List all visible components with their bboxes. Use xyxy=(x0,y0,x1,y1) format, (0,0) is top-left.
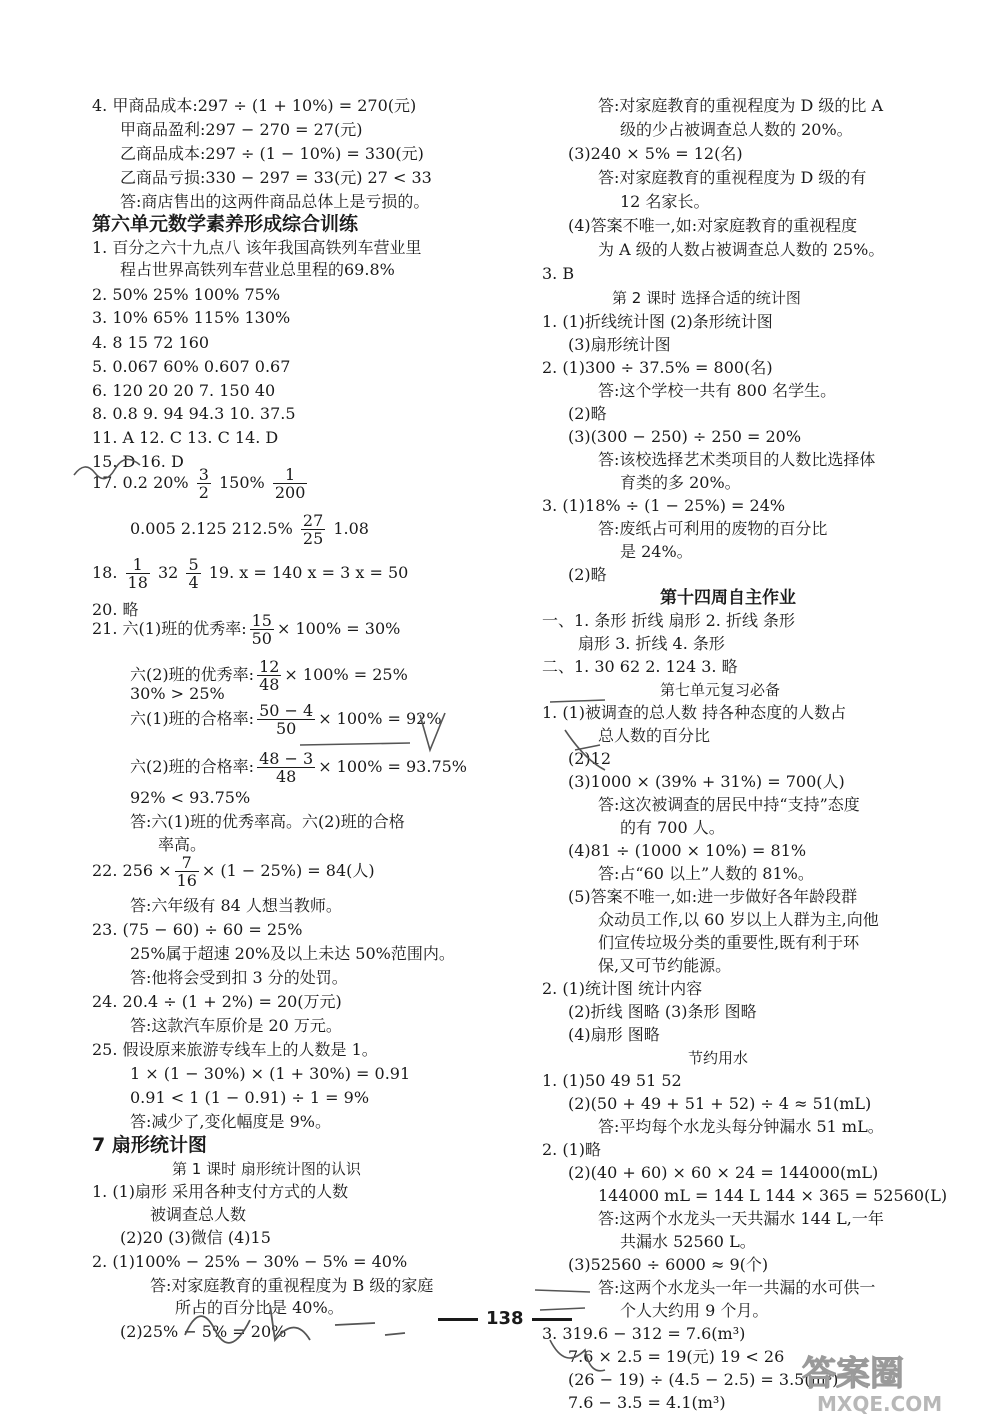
answer-line: 答:该校选择艺术类项目的人数比选择体 xyxy=(598,450,876,469)
answer-line: (3)52560 ÷ 6000 ≈ 9(个) xyxy=(568,1255,769,1274)
answer-line: 总人数的百分比 xyxy=(598,726,711,745)
answer-line: (26 − 19) ÷ (4.5 − 2.5) = 3.5(m³) xyxy=(568,1370,839,1389)
answer-line-21c xyxy=(130,700,442,738)
numerator: 48 − 3 xyxy=(259,749,314,768)
answer-line: 92% < 93.75% xyxy=(130,788,251,807)
answer-line: 6. 120 20 20 7. 150 40 xyxy=(92,381,276,400)
answer-line: 众动员工作,以 60 岁以上人群为主,向他 xyxy=(598,910,879,929)
answer-line: 3. (1)18% ÷ (1 − 25%) = 24% xyxy=(542,496,786,515)
answer-line-21d xyxy=(130,748,467,786)
answer-line: (3)1000 × (39% + 31%) = 700(人) xyxy=(568,772,845,791)
answer-line: 4. 8 15 72 160 xyxy=(92,333,210,352)
answer-line: (3)扇形统计图 xyxy=(568,335,671,354)
answer-line: 答:商店售出的这两件商品总体上是亏损的。 xyxy=(120,192,430,211)
fraction xyxy=(186,556,200,591)
numerator: 1 xyxy=(126,556,150,574)
section-heading: 第六单元数学素养形成综合训练 xyxy=(92,213,359,235)
answer-line: 25. 假设原来旅游专线车上的人数是 1。 xyxy=(92,1040,378,1059)
denominator: 200 xyxy=(274,483,306,502)
answer-line: (2)略 xyxy=(568,565,607,584)
fraction xyxy=(257,702,315,737)
fraction xyxy=(301,512,325,547)
answer-line: 11. A 12. C 13. C 14. D xyxy=(92,428,279,447)
answer-line: 3. 10% 65% 115% 130% xyxy=(92,308,291,327)
watermark-icon xyxy=(782,1347,982,1417)
answer-line: (2)略 xyxy=(568,404,607,423)
answer-line: 1. 百分之六十九点八 该年我国高铁列车营业里 xyxy=(92,238,422,257)
numerator: 3 xyxy=(198,465,209,484)
answer-line-17b xyxy=(130,512,369,547)
denominator: 16 xyxy=(176,871,197,890)
answer-line: 2. 50% 25% 100% 75% xyxy=(92,285,281,304)
answer-line: 甲商品盈利:297 − 270 = 27(元) xyxy=(120,120,363,139)
answer-line: 144000 mL = 144 L 144 × 365 = 52560(L) xyxy=(598,1186,948,1205)
answer-line: 1. (1)50 49 51 52 xyxy=(542,1071,682,1090)
answer-text: 六(1)班的合格率: xyxy=(130,709,255,728)
answer-line: 30% > 25% xyxy=(130,684,225,703)
answer-line: 们宣传垃圾分类的重要性,既有利于环 xyxy=(598,933,860,952)
answer-line: 2. (1)300 ÷ 37.5% = 800(名) xyxy=(542,358,773,377)
numerator: 27 xyxy=(302,511,324,530)
answer-line-17 xyxy=(92,466,310,501)
answer-line: 1. (1)折线统计图 (2)条形统计图 xyxy=(542,312,773,331)
numerator: 5 xyxy=(188,555,199,574)
week-heading: 第十四周自主作业 xyxy=(660,588,796,608)
answer-line: (3)(300 − 250) ÷ 250 = 20% xyxy=(568,427,802,446)
answer-line: (2)(40 + 60) × 60 × 24 = 144000(mL) xyxy=(568,1163,879,1182)
answer-line: 答:六年级有 84 人想当教师。 xyxy=(130,896,342,915)
answer-line: 乙商品成本:297 ÷ (1 − 10%) = 330(元) xyxy=(120,144,424,163)
fraction xyxy=(175,854,199,889)
answer-line-18 xyxy=(92,556,408,591)
answer-line: (5)答案不唯一,如:进一步做好各年龄段群 xyxy=(568,887,858,906)
lesson-subheading: 第七单元复习必备 xyxy=(660,681,781,699)
answer-line: 答:平均每个水龙头每分钟漏水 51 mL。 xyxy=(598,1117,884,1136)
answer-line: 0.91 < 1 (1 − 0.91) ÷ 1 = 9% xyxy=(130,1088,370,1107)
answer-line: 答:这款汽车原价是 20 万元。 xyxy=(130,1016,342,1035)
answer-line: 3. 319.6 − 312 = 7.6(m³) xyxy=(542,1324,746,1343)
answer-line: 答:这次被调查的居民中持“支持”态度 xyxy=(598,795,860,814)
answer-text: 32 xyxy=(158,563,179,582)
answer-line: 答:六(1)班的优秀率高。六(2)班的合格 xyxy=(130,812,405,831)
denominator: 48 xyxy=(275,767,297,786)
answer-line: 20. 略 xyxy=(92,600,139,619)
answer-line: 15. D 16. D xyxy=(92,452,184,471)
answer-text: 21. 六(1)班的优秀率: xyxy=(92,619,247,638)
answer-line: 答:对家庭教育的重视程度为 D 级的比 A xyxy=(598,96,884,115)
answer-line: 2. (1)统计图 统计内容 xyxy=(542,979,703,998)
answer-line: (4)答案不唯一,如:对家庭教育的重视程度 xyxy=(568,216,858,235)
answer-line: 7.6 × 2.5 = 19(元) 19 < 26 xyxy=(568,1347,785,1366)
watermark-line2: MXQE.COM xyxy=(817,1392,943,1416)
answer-line: 答:占“60 以上”人数的 81%。 xyxy=(598,864,814,883)
answer-text: × 100% = 93.75% xyxy=(318,757,468,776)
answer-line: 为 A 级的人数占被调查总人数的 25%。 xyxy=(598,240,885,259)
answer-line: 5. 0.067 60% 0.607 0.67 xyxy=(92,357,291,376)
page-number: 138 xyxy=(430,1308,580,1329)
answer-text: 18. xyxy=(92,563,118,582)
lesson-subheading: 第 2 课时 选择合适的统计图 xyxy=(612,289,801,307)
fraction xyxy=(257,658,281,693)
numerator: 12 xyxy=(259,657,280,676)
answer-line: 答:废纸占可利用的废物的百分比 xyxy=(598,519,828,538)
denominator: 50 xyxy=(275,719,297,738)
answer-line: (4)扇形 图略 xyxy=(568,1025,660,1044)
answer-line: 育类的多 20%。 xyxy=(620,473,741,492)
answer-line: 2. (1)略 xyxy=(542,1140,602,1159)
answer-line: 12 名家长。 xyxy=(620,192,710,211)
answer-line: 率高。 xyxy=(158,835,207,854)
answer-line: 答:对家庭教育的重视程度为 D 级的有 xyxy=(598,168,867,187)
fraction xyxy=(197,466,211,501)
answer-line: 1. (1)扇形 采用各种支付方式的人数 xyxy=(92,1182,349,1201)
chapter-heading: 7 扇形统计图 xyxy=(92,1134,207,1156)
answer-line: (2)20 (3)微信 (4)15 xyxy=(120,1228,271,1247)
answer-text: 1.08 xyxy=(333,519,369,538)
answer-line: 24. 20.4 ÷ (1 + 2%) = 20(万元) xyxy=(92,992,342,1011)
answer-line: 答:这两个水龙头一年一共漏的水可供一 xyxy=(598,1278,876,1297)
answer-line: (2)25% − 5% = 20% xyxy=(120,1322,287,1341)
left-column xyxy=(0,0,480,1427)
answer-line: (2)12 xyxy=(568,749,612,768)
answer-text: × 100% = 25% xyxy=(284,665,408,684)
answer-line: 25%属于超速 20%及以上未达 50%范围内。 xyxy=(130,944,455,963)
answer-text: × 100% = 92% xyxy=(318,709,442,728)
answer-text: 22. 256 × xyxy=(92,861,172,880)
numerator: 50 − 4 xyxy=(259,701,314,720)
answer-line: 二、1. 30 62 2. 124 3. 略 xyxy=(542,657,738,676)
answer-text: 六(2)班的合格率: xyxy=(130,757,255,776)
answer-line-21 xyxy=(92,610,400,648)
answer-text: 六(2)班的优秀率: xyxy=(130,665,255,684)
numerator: 15 xyxy=(251,611,272,630)
denominator: 50 xyxy=(251,629,272,648)
answer-line: (3)240 × 5% = 12(名) xyxy=(568,144,743,163)
right-column xyxy=(500,0,980,1427)
answer-text: 150% xyxy=(219,473,265,492)
denominator: 25 xyxy=(302,529,324,548)
answer-line: 所占的百分比是 40%。 xyxy=(175,1298,344,1317)
answer-line: 个人大约用 9 个月。 xyxy=(620,1301,769,1320)
answer-line: 8. 0.8 9. 94 94.3 10. 37.5 xyxy=(92,404,296,423)
answer-line: 程占世界高铁列车营业总里程的69.8% xyxy=(120,260,395,279)
denominator: 2 xyxy=(198,483,209,502)
answer-line: 1 × (1 − 30%) × (1 + 30%) = 0.91 xyxy=(130,1064,411,1083)
answer-line: 答:这个学校一共有 800 名学生。 xyxy=(598,381,837,400)
fraction xyxy=(273,466,308,501)
answer-line: (4)81 ÷ (1000 × 10%) = 81% xyxy=(568,841,807,860)
answer-line: 是 24%。 xyxy=(620,542,693,561)
answer-line: 被调查总人数 xyxy=(150,1205,247,1224)
answer-text: × (1 − 25%) = 84(人) xyxy=(201,861,375,880)
answer-line: 23. (75 − 60) ÷ 60 = 25% xyxy=(92,920,303,939)
denominator: 48 xyxy=(259,675,280,694)
watermark-line1: 答案圈 xyxy=(802,1354,904,1394)
lesson-subheading: 节约用水 xyxy=(688,1049,749,1067)
numerator: 1 xyxy=(273,466,308,484)
denominator: 4 xyxy=(188,573,199,592)
answer-line: 7.6 − 3.5 = 4.1(m³) xyxy=(568,1393,726,1412)
answer-line: 答:对家庭教育的重视程度为 B 级的家庭 xyxy=(150,1276,434,1295)
answer-line: 1. (1)被调查的总人数 持各种态度的人数占 xyxy=(542,703,847,722)
answer-line: 2. (1)100% − 25% − 30% − 5% = 40% xyxy=(92,1252,408,1271)
answer-line: (2)(50 + 49 + 51 + 52) ÷ 4 ≈ 51(mL) xyxy=(568,1094,872,1113)
answer-line: 乙商品亏损:330 − 297 = 33(元) 27 < 33 xyxy=(120,168,432,187)
answer-text: 19. x = 140 x = 3 x = 50 xyxy=(208,563,409,582)
answer-line: (2)折线 图略 (3)条形 图略 xyxy=(568,1002,757,1021)
lesson-subheading: 第 1 课时 扇形统计图的认识 xyxy=(172,1160,361,1178)
answer-line: 保,又可节约能源。 xyxy=(598,956,732,975)
answer-line: 的有 700 人。 xyxy=(620,818,725,837)
answer-line: 3. B xyxy=(542,264,575,283)
fraction xyxy=(250,612,274,647)
answer-line-22 xyxy=(92,852,375,890)
answer-line: 答:他将会受到扣 3 分的处罚。 xyxy=(130,968,348,987)
fraction xyxy=(257,750,315,785)
answer-line: 级的少占被调查总人数的 20%。 xyxy=(620,120,853,139)
watermark-logo xyxy=(782,1347,982,1417)
answer-text: × 100% = 30% xyxy=(276,619,401,638)
answer-line: 4. 甲商品成本:297 ÷ (1 + 10%) = 270(元) xyxy=(92,96,417,115)
answer-line: 一、1. 条形 折线 扇形 2. 折线 条形 xyxy=(542,611,796,630)
answer-text: 0.005 2.125 212.5% xyxy=(130,519,293,538)
answer-line: 答:这两个水龙头一天共漏水 144 L,一年 xyxy=(598,1209,884,1228)
answer-line: 答:减少了,变化幅度是 9%。 xyxy=(130,1112,331,1131)
answer-line: 共漏水 52560 L。 xyxy=(620,1232,756,1251)
denominator: 18 xyxy=(127,573,148,592)
numerator: 7 xyxy=(175,854,199,872)
answer-line: 扇形 3. 折线 4. 条形 xyxy=(578,634,725,653)
answer-text: 17. 0.2 20% xyxy=(92,473,189,492)
fraction xyxy=(126,556,150,591)
